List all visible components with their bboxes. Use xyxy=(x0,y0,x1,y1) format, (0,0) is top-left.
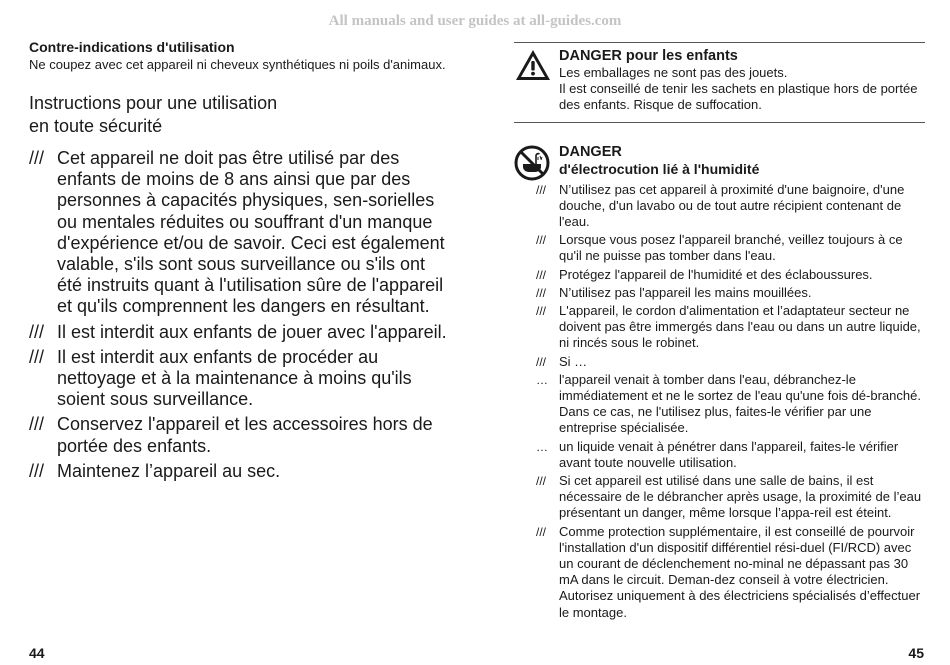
left-page xyxy=(29,38,449,486)
list-item xyxy=(514,524,925,621)
danger-electrocution-box xyxy=(514,139,925,178)
list-marker: /// xyxy=(29,460,45,481)
page-number-right: 45 xyxy=(908,645,924,661)
instructions-title-line-1: Instructions pour une utilisation xyxy=(29,93,278,113)
list-item-text: Maintenez l’appareil au sec. xyxy=(57,460,281,481)
list-marker: /// xyxy=(536,182,547,197)
list-marker: /// xyxy=(29,321,45,342)
safety-instructions-list xyxy=(29,148,449,482)
list-item-text: Cet appareil ne doit pas être utilisé par des enfants de moins de 8 ans ainsi que par des personnes à capacités physiques, sen-sorielles ou mentales réduites ou souffrant d'un manque d'expérience et/ou de savoir. Ceci est également valable, s'ils sont sous surveillance ou s'ils ont été instruits quant à l'utilisation sûre de l'appareil et qu'ils comprennent les dangers en résultant. xyxy=(57,148,445,317)
page-number-left: 44 xyxy=(29,645,45,661)
list-marker: … xyxy=(536,439,548,454)
list-item-text: Comme protection supplémentaire, il est conseillé de pourvoir l'installation d'un dispositif différentiel rési-duel (FI/RCD) avec un courant de déclenchement no-minal ne dépassant pas 30 mA dans le circuit. Deman-dez conseil à votre électricien. Autorisez uniquement à des électriciens spécialisés d’effectuer le montage. xyxy=(559,523,921,620)
list-item-text: L'appareil, le cordon d'alimentation et l’adaptateur secteur ne doivent pas être immergés dans l'eau ou dans un autre liquide, ni rincés sous le robinet. xyxy=(559,303,921,351)
list-item xyxy=(29,347,449,411)
list-marker: /// xyxy=(536,524,547,539)
list-item-text: Lorsque vous posez l'appareil branché, veillez toujours à ce qu'il ne puisse pas tomber dans l'eau. xyxy=(559,232,903,264)
list-item xyxy=(29,322,449,343)
warning-triangle-icon xyxy=(514,48,552,87)
danger-electrocution-title: DANGER xyxy=(559,143,622,160)
list-item-text: Si … xyxy=(559,353,588,369)
danger-children-title: DANGER pour les enfants xyxy=(559,48,738,64)
list-item xyxy=(514,439,925,471)
list-marker: /// xyxy=(536,285,547,300)
list-item xyxy=(29,148,449,318)
list-item-text: Il est interdit aux enfants de procéder au nettoyage et à la maintenance à moins qu'ils soient sous surveillance. xyxy=(57,346,412,410)
list-item xyxy=(514,354,925,370)
list-item-text: Il est interdit aux enfants de jouer avec l'appareil. xyxy=(57,321,447,342)
list-item xyxy=(514,182,925,231)
list-item xyxy=(514,232,925,264)
contra-indications-text: Ne coupez avec cet appareil ni cheveux synthétiques ni poils d'animaux. xyxy=(29,57,446,72)
danger-children-box xyxy=(514,43,925,119)
list-item-text: N’utilisez pas cet appareil à proximité d'une baignoire, d'une douche, d'un lavabo ou de tout autre récipient contenant de l'eau. xyxy=(559,181,905,230)
list-item-text: Conservez l'appareil et les accessoires hors de portée des enfants. xyxy=(57,414,433,456)
contra-indications-title: Contre-indications d'utilisation xyxy=(29,39,235,55)
list-marker: /// xyxy=(29,346,45,367)
list-item-text: un liquide venait à pénétrer dans l'appareil, faites-le vérifier avant toute nouvelle utilisation. xyxy=(559,438,899,470)
list-marker: … xyxy=(536,372,548,387)
list-marker: /// xyxy=(29,414,45,435)
instructions-title-line-2: en toute sécurité xyxy=(29,116,163,136)
list-item xyxy=(514,372,925,437)
list-item xyxy=(514,267,925,283)
list-item-text: Protégez l'appareil de l'humidité et des éclaboussures. xyxy=(559,266,873,282)
list-item xyxy=(514,473,925,522)
danger-children-line-1: Les emballages ne sont pas des jouets. xyxy=(559,65,788,80)
list-marker: /// xyxy=(536,304,547,319)
danger-children-line-2: Il est conseillé de tenir les sachets en plastique hors de portée des enfants. Risque de suffocation. xyxy=(559,81,918,113)
list-item-text: l'appareil venait à tomber dans l'eau, débranchez-le immédiatement et ne le sortez de l'eau qu'une fois dé-branché. Dans ce cas, ne l'utilisez plus, faites-le vérifier par une entreprise spécialisée. xyxy=(559,371,921,436)
list-item xyxy=(29,414,449,456)
list-item xyxy=(29,461,449,482)
no-water-bath-icon xyxy=(514,145,550,186)
watermark: All manuals and user guides at all-guides.com xyxy=(328,13,622,29)
list-item xyxy=(514,285,925,301)
list-item xyxy=(514,303,925,352)
instructions-title xyxy=(29,92,449,138)
right-page xyxy=(514,42,925,623)
danger-electrocution-subtitle: d'électrocution lié à l'humidité xyxy=(559,160,760,177)
list-marker: /// xyxy=(29,148,45,168)
list-marker: /// xyxy=(536,267,547,282)
electrocution-list xyxy=(514,182,925,621)
list-marker: /// xyxy=(536,233,547,248)
list-marker: /// xyxy=(536,354,547,369)
divider xyxy=(514,122,925,123)
list-marker: /// xyxy=(536,474,547,489)
list-item-text: N’utilisez pas l'appareil les mains mouillées. xyxy=(559,284,812,300)
list-item-text: Si cet appareil est utilisé dans une salle de bains, il est nécessaire de le débrancher après usage, la proximité de l’eau présentant un danger, même lorsque l’appa-reil est éteint. xyxy=(559,473,922,521)
